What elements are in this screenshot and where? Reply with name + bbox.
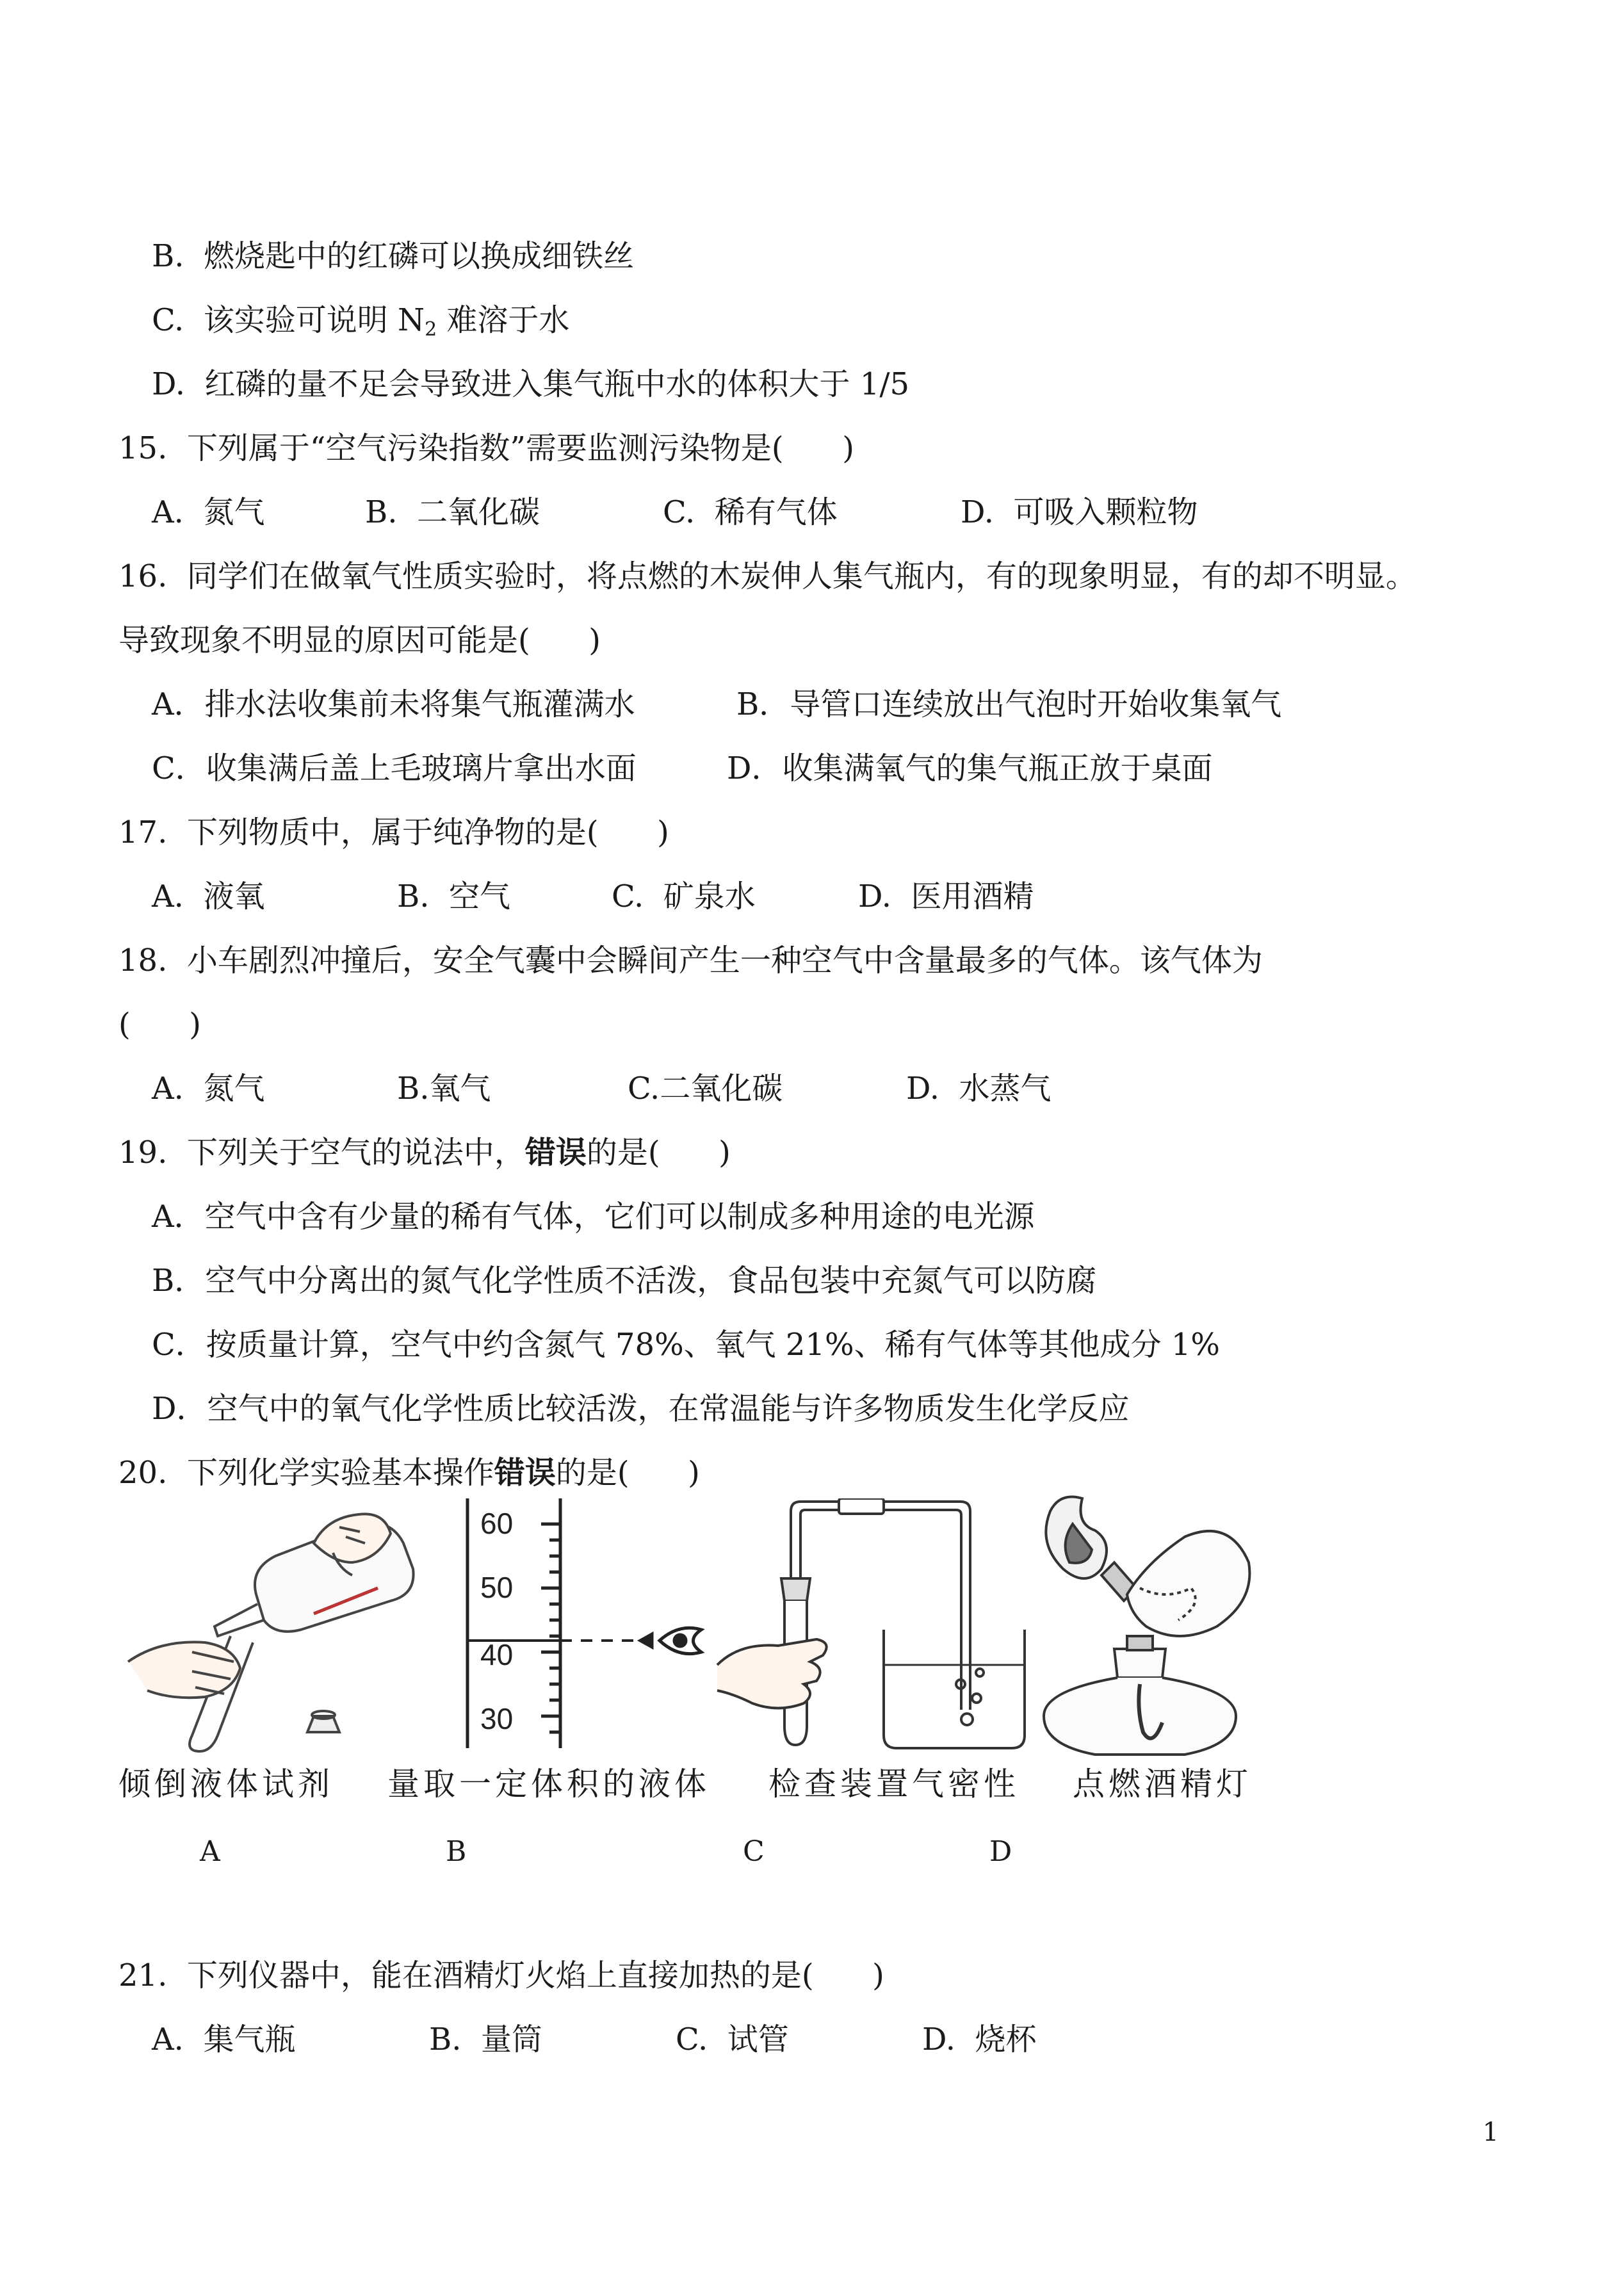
label-a: A — [200, 1835, 220, 1868]
q17-option-d: D. 医用酒精 — [858, 879, 1034, 914]
q15-option-d: D. 可吸入颗粒物 — [961, 494, 1198, 530]
q16-stem-line1: 16. 同学们在做氧气性质实验时，将点燃的木炭伸人集气瓶内，有的现象明显，有的却不明显。 — [118, 558, 1417, 594]
caption-d: 点燃酒精灯 — [1073, 1765, 1252, 1803]
q16-option-b: B．导管口连续放出气泡时开始收集氧气 — [736, 686, 1282, 722]
caption-c: 检查装置气密性 — [768, 1765, 1019, 1803]
eye-icon — [660, 1628, 701, 1653]
q15-option-b: B. 二氧化碳 — [365, 494, 540, 530]
q16-option-d: D．收集满氧气的集气瓶正放于桌面 — [727, 750, 1213, 786]
label-c: C — [743, 1835, 765, 1868]
label-b: B — [446, 1835, 467, 1868]
q21-stem: 21. 下列仪器中，能在酒精灯火焰上直接加热的是( ) — [118, 1958, 884, 1993]
label-d: D — [989, 1835, 1012, 1868]
q16-stem-line2: 导致现象不明显的原因可能是( ) — [118, 622, 601, 658]
q17-option-b: B. 空气 — [397, 879, 511, 914]
q18-option-d: D. 水蒸气 — [906, 1071, 1052, 1107]
q14-option-c: C. 该实验可说明 $N_2$ 难溶于水 — [152, 302, 570, 341]
q16-option-a: A．排水法收集前未将集气瓶灌满水 — [152, 686, 635, 722]
q15-stem: 15. 下列属于“空气污染指数”需要监测污染物是( ) — [118, 430, 854, 466]
q20-stem: 20. 下列化学实验基本操作错误的是( ) — [118, 1455, 700, 1491]
caption-b: 量取一定体积的液体 — [387, 1765, 710, 1803]
q19-option-b: B．空气中分离出的氮气化学性质不活泼，食品包装中充氮气可以防腐 — [152, 1263, 1097, 1299]
q16-option-c: C．收集满后盖上毛玻璃片拿出水面 — [152, 750, 637, 786]
cylinder-tick-30: 30 — [480, 1702, 514, 1735]
q17-stem: 17. 下列物质中，属于纯净物的是( ) — [118, 815, 669, 850]
q18-option-a: A. 氮气 — [152, 1071, 265, 1107]
q17-option-c: C. 矿泉水 — [612, 879, 756, 914]
q21-option-b: B. 量筒 — [429, 2022, 543, 2057]
figure-c-airtightness-check — [714, 1498, 1034, 1755]
q14-option-d: D. 红磷的量不足会导致进入集气瓶中水的体积大于 1/5 — [152, 366, 910, 402]
cylinder-tick-50: 50 — [480, 1571, 514, 1604]
q21-option-a: A. 集气瓶 — [152, 2022, 296, 2057]
q18-option-b: B.氧气 — [397, 1071, 491, 1107]
figure-b-measuring-cylinder — [448, 1498, 717, 1755]
q15-option-a: A. 氮气 — [152, 494, 265, 530]
q14-option-b: B. 燃烧匙中的红磷可以换成细铁丝 — [152, 238, 635, 274]
q21-option-c: C. 试管 — [676, 2022, 789, 2057]
q19-option-d: D．空气中的氧气化学性质比较活泼，在常温能与许多物质发生化学反应 — [152, 1391, 1130, 1427]
cylinder-tick-60: 60 — [480, 1507, 514, 1540]
q17-option-a: A. 液氧 — [152, 879, 265, 914]
cylinder-tick-40: 40 — [480, 1638, 514, 1671]
q18-stem-line1: 18. 小车剧烈冲撞后，安全气囊中会瞬间产生一种空气中含量最多的气体。该气体为 — [118, 943, 1263, 978]
page-number: 1 — [1482, 2118, 1499, 2147]
q18-option-c: C.二氧化碳 — [628, 1071, 783, 1107]
q19-stem: 19. 下列关于空气的说法中，错误的是( ) — [118, 1135, 731, 1171]
q19-option-c: C．按质量计算，空气中约含氮气 78%、氧气 21%、稀有气体等其他成分 1% — [152, 1327, 1221, 1363]
caption-a: 倾倒液体试剂 — [118, 1765, 334, 1803]
q18-stem-line2: ( ) — [118, 1007, 201, 1042]
q21-option-d: D. 烧杯 — [922, 2022, 1037, 2057]
figure-d-lighting-alcohol-lamp — [1025, 1492, 1268, 1761]
q15-option-c: C. 稀有气体 — [663, 494, 838, 530]
figure-a-pouring-liquid — [122, 1498, 416, 1755]
q19-option-a: A．空气中含有少量的稀有气体，它们可以制成多种用途的电光源 — [152, 1199, 1035, 1235]
